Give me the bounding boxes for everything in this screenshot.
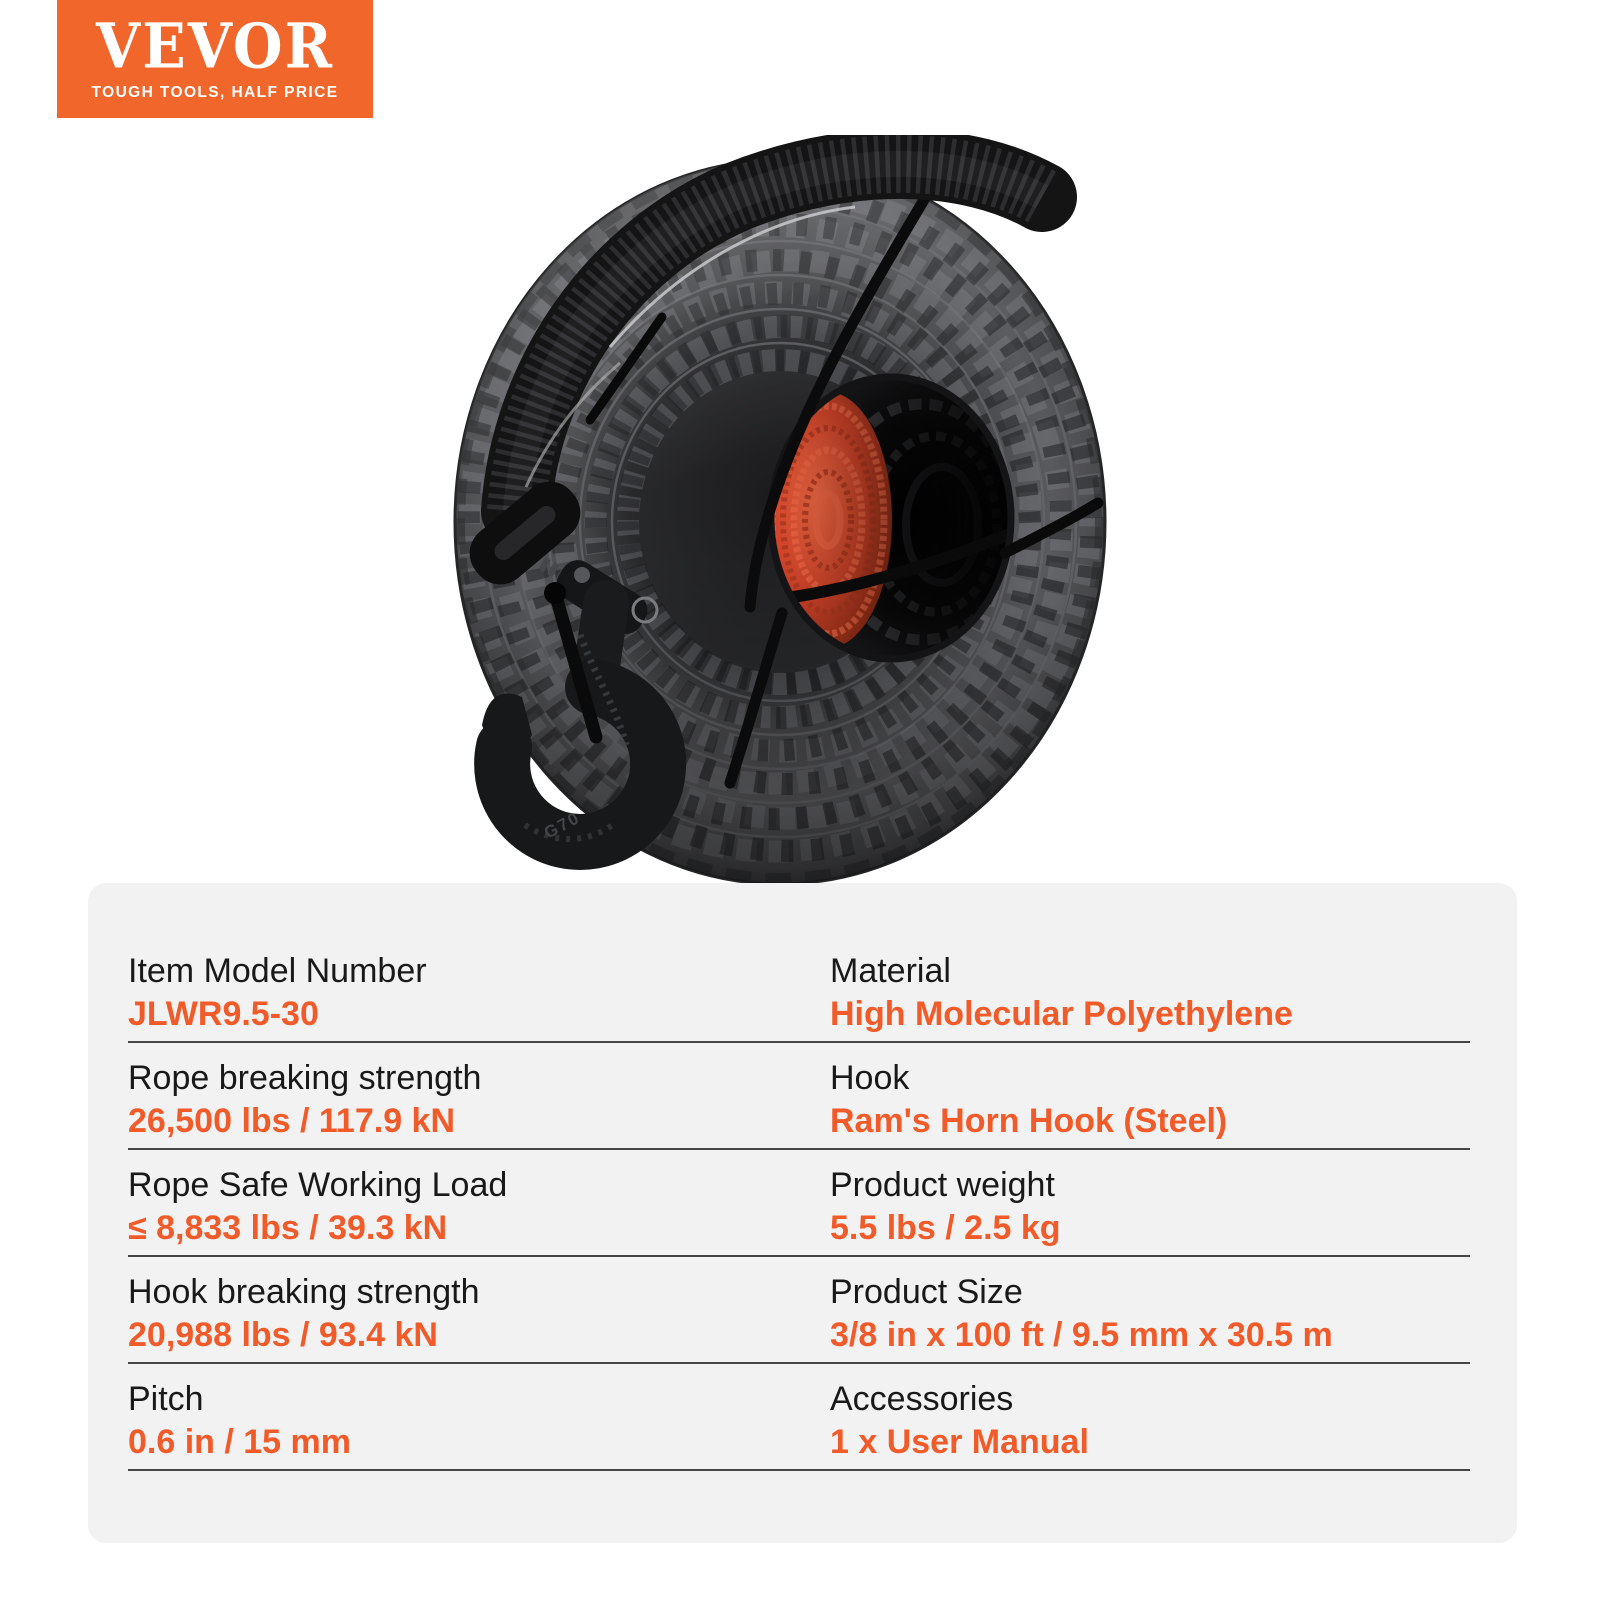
spec-product-size — [830, 1271, 1470, 1357]
spec-rope-breaking-strength — [128, 1057, 830, 1143]
spec-accessories — [830, 1378, 1470, 1464]
spec-value: ≤ 8,833 lbs / 39.3 kN — [128, 1209, 448, 1247]
spec-value: 1 x User Manual — [830, 1423, 1089, 1461]
spec-label: Item Model Number — [128, 952, 427, 990]
spec-label: Accessories — [830, 1380, 1014, 1418]
spec-value: Ram's Horn Hook (Steel) — [830, 1102, 1228, 1140]
spec-row-3 — [128, 1150, 1470, 1257]
winch-rope-illustration — [430, 135, 1145, 885]
spec-row-4 — [128, 1257, 1470, 1364]
spec-value: 5.5 lbs / 2.5 kg — [830, 1209, 1061, 1247]
spec-hook-breaking-strength — [128, 1271, 830, 1357]
vevor-logo — [57, 0, 373, 118]
brand-tagline: TOUGH TOOLS, HALF PRICE — [91, 84, 339, 101]
spec-value: High Molecular Polyethylene — [830, 995, 1293, 1033]
spec-label: Rope Safe Working Load — [128, 1166, 508, 1204]
spec-row-2 — [128, 1043, 1470, 1150]
clevis-pin — [574, 567, 590, 583]
spec-value: 26,500 lbs / 117.9 kN — [128, 1102, 456, 1140]
spec-rope-safe-working-load — [128, 1164, 830, 1250]
spec-label: Pitch — [128, 1380, 204, 1418]
spec-label: Hook — [830, 1059, 910, 1097]
spec-value: JLWR9.5-30 — [128, 995, 319, 1033]
latch-hinge — [544, 582, 566, 604]
spec-value: 20,988 lbs / 93.4 kN — [128, 1316, 438, 1354]
spec-product-weight — [830, 1164, 1470, 1250]
brand-name: VEVOR — [96, 10, 334, 83]
spec-value: 0.6 in / 15 mm — [128, 1423, 351, 1461]
spec-pitch — [128, 1378, 830, 1464]
spec-value: 3/8 in x 100 ft / 9.5 mm x 30.5 m — [830, 1316, 1333, 1354]
spec-panel — [88, 883, 1517, 1543]
spec-hook-type — [830, 1057, 1470, 1143]
spec-label: Rope breaking strength — [128, 1059, 482, 1097]
spec-item-model-number — [128, 950, 830, 1036]
spec-material — [830, 950, 1470, 1036]
spec-label: Material — [830, 952, 951, 990]
spec-label: Product Size — [830, 1273, 1023, 1311]
spec-row-5 — [128, 1364, 1470, 1471]
spec-label: Product weight — [830, 1166, 1055, 1204]
spec-row-1 — [128, 936, 1470, 1043]
product-photo — [430, 135, 1145, 885]
hook-stamp: G70 — [540, 807, 584, 843]
spec-label: Hook breaking strength — [128, 1273, 480, 1311]
